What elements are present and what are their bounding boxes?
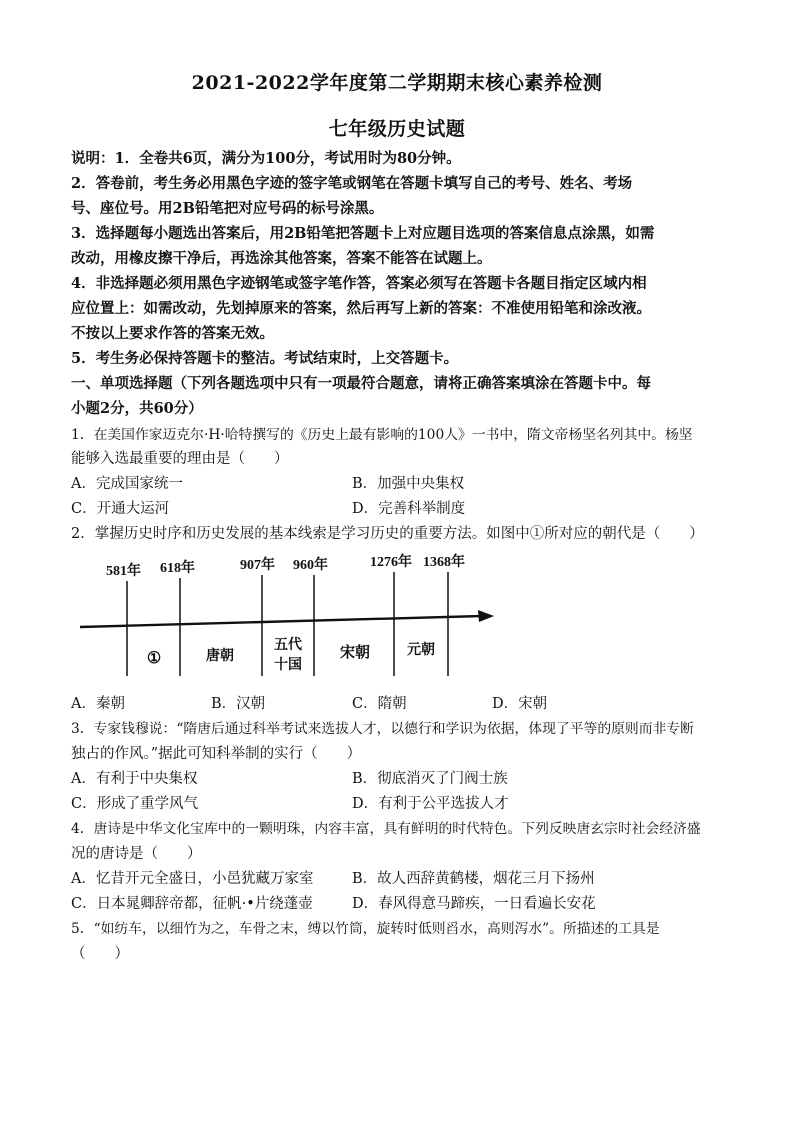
- option-c: C．日本晁卿辞帝都，征帆·•片绕蓬壶: [71, 896, 313, 912]
- option-b: B．汉朝: [211, 696, 266, 712]
- option-b: B．加强中央集权: [352, 476, 465, 492]
- option-a: A．忆昔开元全盛日，小邑犹藏万家室: [71, 871, 314, 887]
- timeline-year: 1368年: [423, 555, 465, 570]
- instruction-line: 不按以上要求作答的答案无效。: [71, 325, 274, 342]
- period-label: 宋朝: [339, 643, 371, 661]
- option-d: D．春风得意马蹄疾，一日看遍长安花: [352, 896, 596, 912]
- option-d: D．完善科举制度: [352, 501, 466, 517]
- question-stem: 况的唐诗是（ ）: [71, 846, 202, 862]
- period-label: 元朝: [407, 642, 435, 658]
- instruction-line: 说明：1．全卷共6页，满分为100分，考试用时为80分钟。: [71, 150, 461, 167]
- question-stem: 2．掌握历史时序和历史发展的基本线索是学习历史的重要方法。如图中①所对应的朝代是（ ）: [71, 526, 704, 542]
- instruction-line: 改动，用橡皮擦干净后，再选涂其他答案，答案不能答在试题上。: [71, 250, 492, 267]
- instruction-line: 应位置上：如需改动，先划掉原来的答案，然后再写上新的答案：不准使用铅笔和涂改液。: [71, 300, 651, 317]
- option-c: C．隋朝: [352, 696, 407, 712]
- exam-title: 2021-2022学年度第二学期期末核心素养检测: [191, 72, 603, 94]
- question-stem: 能够入选最重要的理由是（ ）: [71, 451, 289, 467]
- timeline-axis: [80, 616, 482, 627]
- instruction-line: 5．考生务必保持答题卡的整洁。考试结束时，上交答题卡。: [71, 350, 459, 367]
- question-stem: 5．“如纺车，以细竹为之，车骨之末，缚以竹筒，旋转时低则舀水，高则泻水”。所描述的工具是: [71, 921, 660, 937]
- option-a: A．有利于中央集权: [71, 771, 198, 787]
- section-heading: 小题2分，共60分）: [71, 400, 203, 417]
- instruction-line: 号、座位号。用2B铅笔把对应号码的标号涂黑。: [71, 200, 384, 217]
- option-a: A．完成国家统一: [71, 476, 183, 492]
- option-c: C．形成了重学风气: [71, 796, 199, 812]
- period-label: 五代: [274, 637, 302, 653]
- timeline-year: 907年: [240, 558, 275, 573]
- question-stem: 1．在美国作家迈克尔·H·哈特撰写的《历史上最有影响的100人》一书中，隋文帝杨坚名列其中。杨坚: [71, 427, 693, 443]
- question-stem: 3．专家钱穆说：“隋唐后通过科举考试来选拔人才，以德行和学识为依据，体现了平等的原则而非专断: [71, 721, 694, 737]
- question-stem: 独占的作风。”据此可知科举制的实行（ ）: [71, 746, 362, 762]
- option-d: D．宋朝: [492, 696, 548, 712]
- option-b: B．彻底消灭了门阀士族: [352, 771, 508, 787]
- option-d: D．有利于公平选拔人才: [352, 796, 509, 812]
- timeline-year: 1276年: [370, 555, 412, 570]
- dynasty-timeline: [70, 548, 500, 680]
- option-a: A．秦朝: [71, 696, 125, 712]
- period-label: ①: [146, 648, 162, 667]
- section-heading: 一、单项选择题（下列各题选项中只有一项最符合题意，请将正确答案填涂在答题卡中。每: [71, 375, 651, 392]
- timeline-arrow: [478, 610, 494, 622]
- option-c: C．开通大运河: [71, 501, 170, 517]
- instruction-line: 4．非选择题必须用黑色字迹钢笔或签字笔作答，答案必须写在答题卡各题目指定区域内相: [71, 275, 647, 292]
- question-stem: （ ）: [71, 946, 129, 962]
- instruction-line: 3．选择题每小题选出答案后，用2B铅笔把答题卡上对应题目选项的答案信息点涂黑，如需: [71, 225, 655, 242]
- timeline-year: 581年: [106, 564, 141, 579]
- option-b: B．故人西辞黄鹤楼，烟花三月下扬州: [352, 871, 595, 887]
- period-label: 十国: [274, 657, 302, 673]
- instruction-line: 2．答卷前，考生务必用黑色字迹的签字笔或钢笔在答题卡填写自己的考号、姓名、考场: [71, 175, 633, 192]
- period-label: 唐朝: [206, 648, 234, 664]
- timeline-year: 618年: [160, 561, 195, 576]
- timeline-year: 960年: [293, 558, 328, 573]
- exam-subtitle: 七年级历史试题: [328, 118, 466, 140]
- question-stem: 4．唐诗是中华文化宝库中的一颗明珠，内容丰富，具有鲜明的时代特色。下列反映唐玄宗时社会经济盛: [71, 821, 701, 837]
